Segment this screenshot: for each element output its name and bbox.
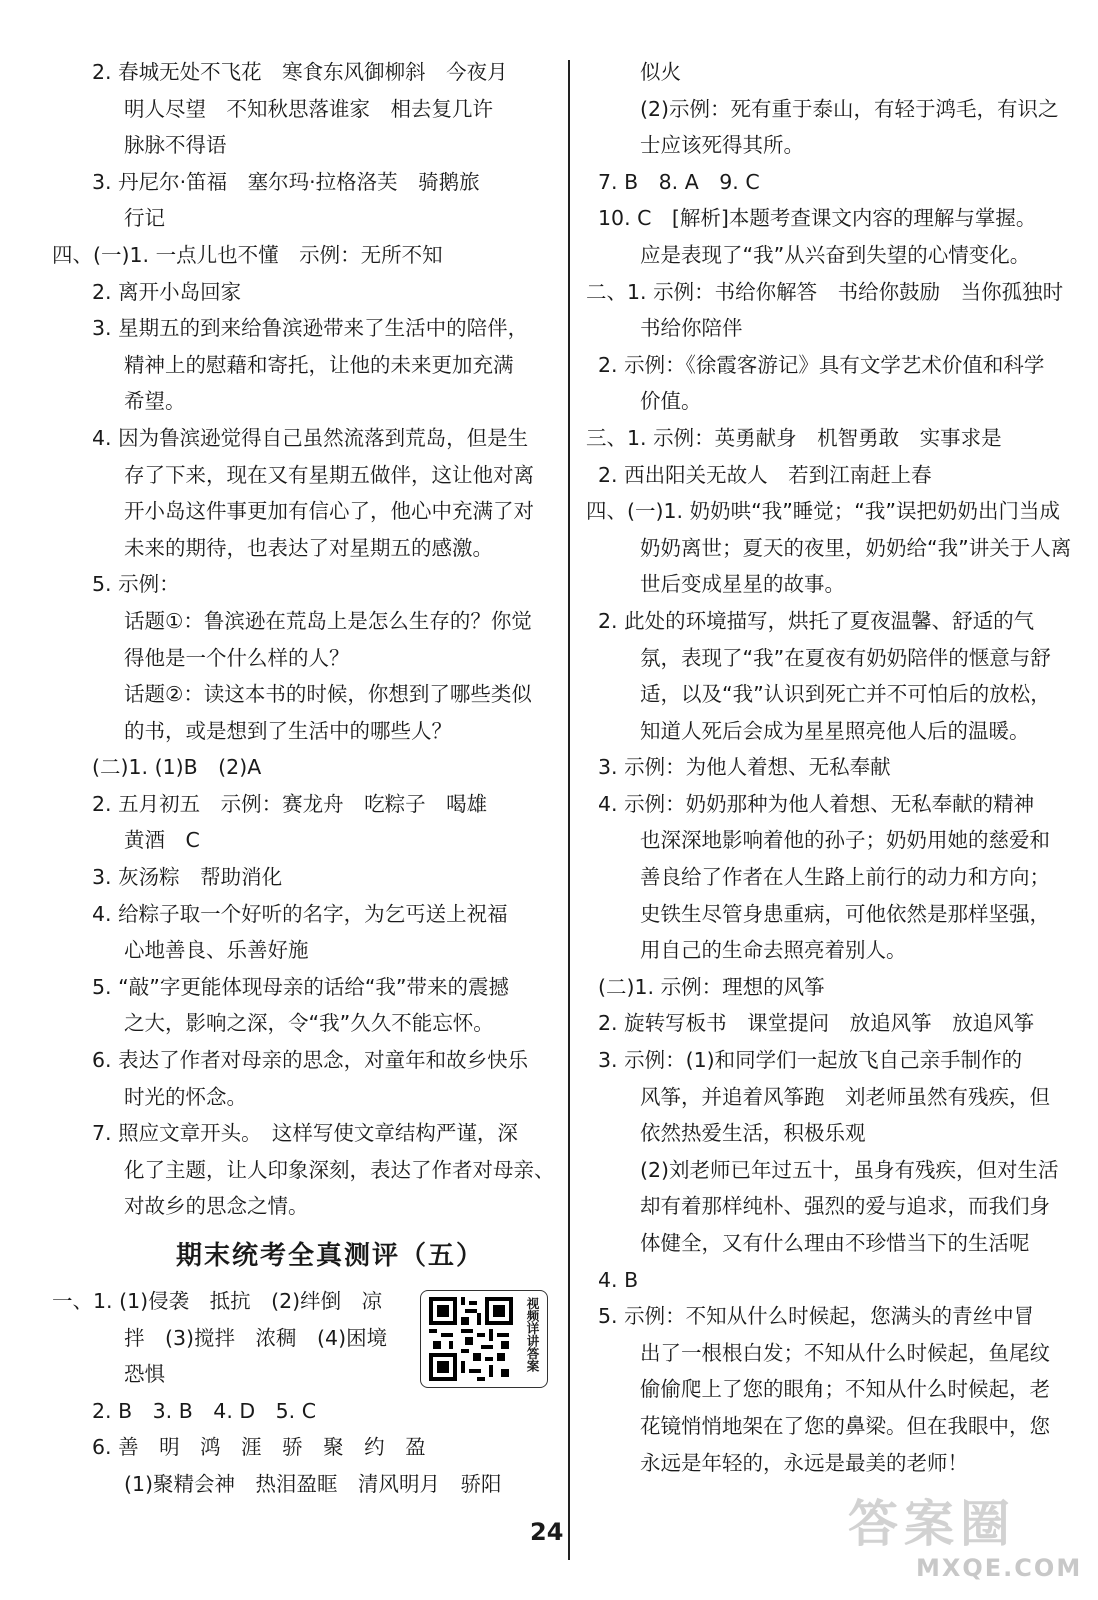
watermark-url: MXQE.COM [916, 1554, 1083, 1582]
answer-line: 2. 旋转写板书 课堂提问 放追风筝 放追风筝 [598, 1011, 1035, 1036]
qr-code-block[interactable] [420, 1290, 548, 1388]
answer-line: 花镜悄悄地架在了您的鼻梁。但在我眼中，您 [640, 1413, 1050, 1438]
answer-line: 3. 丹尼尔·笛福 塞尔玛·拉格洛芙 骑鹅旅 [92, 169, 480, 194]
answer-line: 5. 示例： [92, 572, 180, 597]
answer-line: 5. 示例：不知从什么时候起，您满头的青丝中冒 [598, 1304, 1035, 1329]
answer-line: 四、(一)1. 一点儿也不懂 示例：无所不知 [52, 242, 443, 267]
answer-line: 四、(一)1. 奶奶哄“我”睡觉；“我”误把奶奶出门当成 [586, 499, 1061, 524]
section-title: 期末统考全真测评（五） [175, 1241, 484, 1271]
answer-line: 士应该死得其所。 [640, 133, 804, 158]
answer-line: 用自己的生命去照亮着别人。 [640, 938, 907, 963]
answer-line: 2. 西出阳关无故人 若到江南赶上春 [598, 462, 932, 487]
answer-line: 4. B [598, 1267, 639, 1292]
answer-line: (2)刘老师已年过五十，虽身有残疾，但对生活 [640, 1157, 1059, 1182]
answer-line: 似火 [640, 60, 681, 84]
answer-line: 化了主题，让人印象深刻，表达了作者对母亲、 [124, 1157, 555, 1182]
answer-line: 4. 示例：奶奶那种为他人着想、无私奉献的精神 [598, 791, 1035, 816]
answer-line: (1)聚精会神 热泪盈眶 清风明月 骄阳 [124, 1471, 502, 1496]
answer-line: 出了一根根白发；不知从什么时候起，鱼尾纹 [640, 1340, 1050, 1365]
answer-line: 依然热爱生活，积极乐观 [640, 1121, 866, 1146]
answer-line: 知道人死后会成为星星照亮他人后的温暖。 [640, 718, 1030, 743]
answer-line: 7. 照应文章开头。 这样写使文章结构严谨，深 [92, 1121, 518, 1146]
answer-line: 氛，表现了“我”在夏夜有奶奶陪伴的惬意与舒 [640, 645, 1051, 670]
answer-line: 应是表现了“我”从兴奋到失望的心情变化。 [640, 242, 1031, 267]
answer-line: 之大，影响之深，令“我”久久不能忘怀。 [124, 1011, 494, 1036]
answer-line: 适，以及“我”认识到死亡并不可怕后的放松， [640, 682, 1051, 707]
answer-line: 3. 灰汤粽 帮助消化 [92, 865, 283, 890]
answer-line: 话题②：读这本书的时候，你想到了哪些类似 [124, 682, 532, 707]
answer-line: 未来的期待，也表达了对星期五的感激。 [124, 535, 493, 560]
answer-line: 也深深地影响着他的孙子；奶奶用她的慈爱和 [640, 828, 1050, 853]
answer-line: 7. B 8. A 9. C [598, 169, 760, 194]
answer-line: 史铁生尽管身患重病，可他依然是那样坚强， [640, 901, 1050, 926]
answer-line: 黄酒 C [124, 828, 200, 853]
answer-line: 永远是年轻的，永远是最美的老师！ [640, 1450, 968, 1475]
right-answer-lines [586, 54, 1072, 1481]
answer-line: 2. 离开小岛回家 [92, 279, 242, 304]
answer-line: 10. C [解析]本题考查课文内容的理解与掌握。 [598, 206, 1037, 231]
answer-line: 对故乡的思念之情。 [124, 1194, 309, 1219]
answer-line: 书给你陪伴 [640, 316, 743, 341]
answer-line: 心地善良、乐善好施 [124, 938, 309, 963]
answer-line: 恐惧 [124, 1362, 165, 1387]
answer-line: 得他是一个什么样的人？ [124, 645, 350, 670]
answer-line: (二)1. 示例：理想的风筝 [598, 974, 825, 999]
answer-line: 体健全，又有什么理由不珍惜当下的生活呢 [640, 1231, 1030, 1255]
answer-line: 风筝，并追着风筝跑 刘老师虽然有残疾，但 [640, 1084, 1050, 1109]
answer-line: 4. 因为鲁滨逊觉得自己虽然流落到荒岛，但是生 [92, 425, 529, 450]
answer-line: 价值。 [640, 389, 702, 414]
answer-line: (2)示例：死有重于泰山，有轻于鸿毛，有识之 [640, 96, 1059, 121]
answer-line: 行记 [124, 206, 165, 231]
answer-line: 世后变成星星的故事。 [640, 572, 845, 597]
answer-line: 5. “敲”字更能体现母亲的话给“我”带来的震撼 [92, 974, 510, 999]
answer-line: 2. 春城无处不飞花 寒食东风御柳斜 今夜月 [92, 60, 508, 84]
answer-line: 奶奶离世；夏天的夜里，奶奶给“我”讲关于人离 [640, 535, 1072, 560]
watermark-text: 答案圈 [848, 1495, 1016, 1553]
answer-line: 的书，或是想到了生活中的哪些人？ [124, 718, 452, 743]
page-number: 24 [530, 1518, 564, 1546]
answer-line: 善良给了作者在人生路上前行的动力和方向； [640, 865, 1050, 890]
answer-line: 2. 示例：《徐霞客游记》具有文学艺术价值和科学 [598, 352, 1045, 377]
answer-line: 6. 表达了作者对母亲的思念，对童年和故乡快乐 [92, 1048, 529, 1073]
answer-line: 话题①：鲁滨逊在荒岛上是怎么生存的？你觉 [124, 608, 532, 633]
answer-line: 脉脉不得语 [124, 133, 227, 158]
answer-line: 4. 给粽子取一个好听的名字，为乞丐送上祝福 [92, 901, 508, 926]
answer-line: 开小岛这件事更加有信心了，他心中充满了对 [124, 499, 534, 524]
answer-line: 6. 善 明 鸿 涯 骄 聚 约 盈 [92, 1435, 426, 1460]
answer-line: 明人尽望 不知秋思落谁家 相去复几许 [124, 96, 493, 121]
answer-line: 二、1. 示例：书给你解答 书给你鼓励 当你孤独时 [586, 279, 1064, 304]
answer-line: 2. 五月初五 示例：赛龙舟 吃粽子 喝雄 [92, 791, 488, 816]
qr-caption: 视频详讲答案 [525, 1297, 540, 1372]
answer-line: 偷偷爬上了您的眼角；不知从什么时候起，老 [640, 1377, 1050, 1402]
answer-line: 一、1. (1)侵袭 抵抗 (2)绊倒 凉 [52, 1289, 383, 1313]
answer-line: 精神上的慰藉和寄托，让他的未来更加充满 [124, 352, 514, 377]
left-answer-lines [52, 54, 555, 1225]
answer-line: 2. B 3. B 4. D 5. C [92, 1398, 317, 1423]
answer-line: (二)1. (1)B (2)A [92, 755, 262, 780]
answer-line: 3. 星期五的到来给鲁滨逊带来了生活中的陪伴， [92, 316, 529, 341]
qr-code-icon[interactable] [429, 1297, 513, 1381]
answer-line: 却有着那样纯朴、强烈的爱与追求，而我们身 [640, 1194, 1050, 1219]
answer-line: 存了下来，现在又有星期五做伴，这让他对离 [124, 462, 534, 487]
answer-line: 2. 此处的环境描写，烘托了夏夜温馨、舒适的气 [598, 608, 1035, 633]
watermark-logo [820, 1478, 1083, 1588]
answer-line: 希望。 [124, 389, 186, 414]
left-column [52, 54, 555, 1503]
right-column [586, 54, 1072, 1481]
answer-line: 3. 示例：(1)和同学们一起放飞自己亲手制作的 [598, 1048, 1023, 1073]
answer-line: 时光的怀念。 [124, 1084, 247, 1109]
answer-line: 三、1. 示例：英勇献身 机智勇敢 实事求是 [586, 425, 1002, 450]
answer-line: 拌 (3)搅拌 浓稠 (4)困境 [124, 1325, 388, 1350]
column-divider [568, 60, 570, 1560]
answer-line: 3. 示例：为他人着想、无私奉献 [598, 755, 891, 780]
